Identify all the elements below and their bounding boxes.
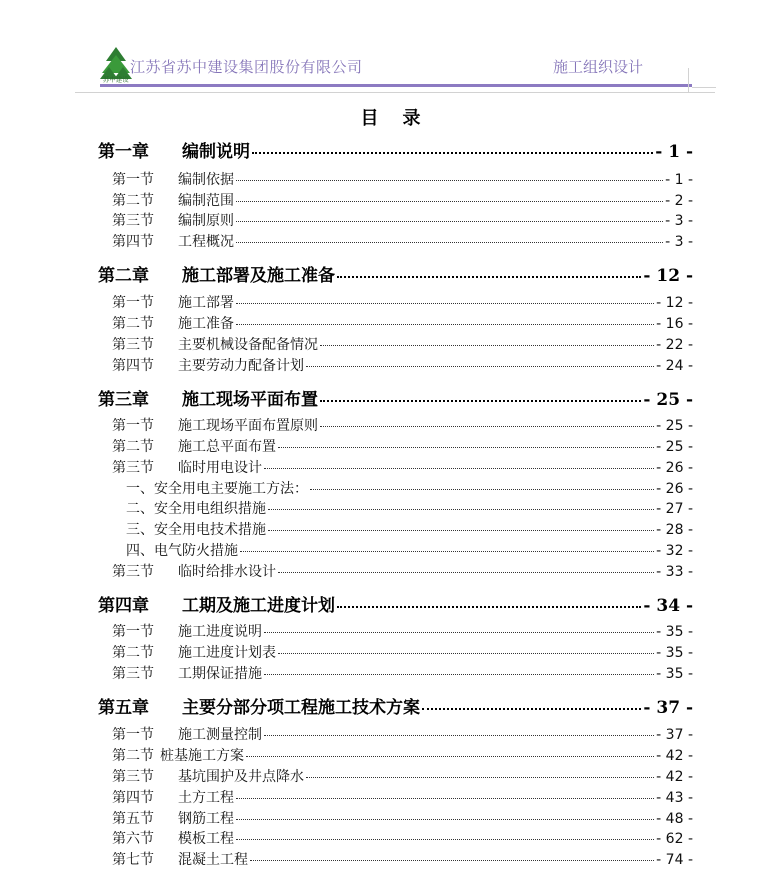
toc-section-entry[interactable] bbox=[112, 621, 693, 641]
toc-page-number: - 35 - bbox=[656, 666, 693, 682]
toc-section-entry[interactable] bbox=[112, 724, 693, 744]
toc-entry-number: 第四节 bbox=[112, 358, 154, 374]
dot-leader bbox=[236, 221, 663, 222]
toc-section-entry[interactable] bbox=[112, 766, 693, 786]
toc-entry-title: 编制说明 bbox=[182, 142, 250, 162]
toc-page-number: - 35 - bbox=[656, 624, 693, 640]
toc-entry-number: 第一节 bbox=[112, 295, 154, 311]
toc-entry-title: 编制范围 bbox=[178, 193, 234, 209]
dot-leader bbox=[306, 777, 654, 778]
toc-page-number: - 37 - bbox=[656, 727, 693, 743]
toc-entry-title: 桩基施工方案 bbox=[160, 748, 244, 764]
toc-entry-title: 基坑围护及井点降水 bbox=[178, 769, 304, 785]
toc-subsection-entry[interactable] bbox=[126, 519, 693, 539]
toc-page-number: - 3 - bbox=[665, 213, 693, 229]
toc-page-number: - 34 - bbox=[643, 596, 693, 616]
toc-entry-title: 编制依据 bbox=[178, 172, 234, 188]
toc-section-entry[interactable] bbox=[112, 457, 693, 477]
toc-entry-title: 施工准备 bbox=[178, 316, 234, 332]
dot-leader bbox=[236, 242, 663, 243]
dot-leader bbox=[337, 606, 641, 608]
toc-page-number: - 37 - bbox=[643, 698, 693, 718]
toc-section-entry[interactable] bbox=[112, 210, 693, 230]
toc-entry-number: 第六节 bbox=[112, 831, 154, 847]
dot-leader bbox=[240, 551, 654, 552]
toc-entry-title: 临时用电设计 bbox=[178, 460, 262, 476]
toc-entry-title: 钢筋工程 bbox=[178, 811, 234, 827]
toc-chapter-entry[interactable] bbox=[98, 591, 693, 616]
toc-entry-number: 第二节 bbox=[112, 193, 154, 209]
toc-entry-number: 第一节 bbox=[112, 172, 154, 188]
toc-page-number: - 74 - bbox=[656, 852, 693, 868]
toc-section-entry[interactable] bbox=[112, 787, 693, 807]
toc-chapter-entry[interactable] bbox=[98, 137, 693, 162]
toc-page-number: - 42 - bbox=[656, 748, 693, 764]
toc-page-number: - 32 - bbox=[656, 543, 693, 559]
toc-section-entry[interactable] bbox=[112, 334, 693, 354]
toc-section-entry[interactable] bbox=[112, 828, 693, 848]
toc-entry-number: 第二节 bbox=[112, 748, 154, 764]
dot-leader bbox=[252, 152, 653, 154]
dot-leader bbox=[278, 447, 654, 448]
dot-leader bbox=[320, 345, 654, 346]
toc-entry-title: 主要机械设备配备情况 bbox=[178, 337, 318, 353]
toc-section-entry[interactable] bbox=[112, 561, 693, 581]
toc-entry-title: 三、安全用电技术措施 bbox=[126, 522, 266, 538]
dot-leader bbox=[236, 819, 654, 820]
toc-page-number: - 27 - bbox=[656, 501, 693, 517]
margin-mark bbox=[688, 68, 689, 92]
dot-leader bbox=[236, 839, 654, 840]
toc-page-number: - 25 - bbox=[643, 390, 693, 410]
toc-entry-number: 第三节 bbox=[112, 213, 154, 229]
toc-entry-number: 第三节 bbox=[112, 337, 154, 353]
toc-section-entry[interactable] bbox=[112, 313, 693, 333]
toc-page-number: - 25 - bbox=[656, 418, 693, 434]
toc-chapter-entry[interactable] bbox=[98, 261, 693, 286]
toc-entry-number: 第三章 bbox=[98, 390, 149, 410]
toc-entry-title: 四、电气防火措施 bbox=[126, 543, 238, 559]
dot-leader bbox=[246, 756, 654, 757]
dot-leader bbox=[236, 180, 663, 181]
page-margin-line bbox=[75, 92, 715, 93]
toc-entry-number: 第一节 bbox=[112, 418, 154, 434]
dot-leader bbox=[236, 798, 654, 799]
toc-section-entry[interactable] bbox=[112, 415, 693, 435]
toc-page-number: - 2 - bbox=[665, 193, 693, 209]
toc-section-entry[interactable] bbox=[112, 663, 693, 683]
dot-leader bbox=[306, 366, 654, 367]
toc-page-number: - 12 - bbox=[643, 266, 693, 286]
toc-entry-title: 编制原则 bbox=[178, 213, 234, 229]
toc-section-entry[interactable] bbox=[112, 355, 693, 375]
toc-entry-number: 第二节 bbox=[112, 645, 154, 661]
toc-entry-title: 工期保证措施 bbox=[178, 666, 262, 682]
toc-entry-title: 混凝土工程 bbox=[178, 852, 248, 868]
dot-leader bbox=[236, 201, 663, 202]
toc-page-number: - 26 - bbox=[656, 481, 693, 497]
toc-title: 目录 bbox=[360, 108, 445, 129]
toc-subsection-entry[interactable] bbox=[126, 498, 693, 518]
dot-leader bbox=[278, 653, 654, 654]
company-name: 江苏省苏中建设集团股份有限公司 bbox=[130, 58, 363, 76]
toc-entry-title: 主要分部分项工程施工技术方案 bbox=[182, 698, 420, 718]
toc-entry-number: 第二节 bbox=[112, 439, 154, 455]
dot-leader bbox=[264, 632, 654, 633]
toc-page-number: - 12 - bbox=[656, 295, 693, 311]
toc-page-number: - 35 - bbox=[656, 645, 693, 661]
toc-entry-title: 二、安全用电组织措施 bbox=[126, 501, 266, 517]
toc-page-number: - 16 - bbox=[656, 316, 693, 332]
logo-text: 苏中建设 bbox=[103, 75, 129, 83]
toc-section-entry[interactable] bbox=[112, 808, 693, 828]
toc-section-entry[interactable] bbox=[112, 231, 693, 251]
margin-mark bbox=[692, 87, 716, 88]
toc-entry-number: 第三节 bbox=[112, 666, 154, 682]
toc-entry-title: 施工进度计划表 bbox=[178, 645, 276, 661]
toc-section-entry[interactable] bbox=[112, 849, 693, 869]
toc-entry-title: 施工总平面布置 bbox=[178, 439, 276, 455]
toc-entry-title: 施工现场平面布置原则 bbox=[178, 418, 318, 434]
toc-page-number: - 25 - bbox=[656, 439, 693, 455]
toc-entry-title: 模板工程 bbox=[178, 831, 234, 847]
toc-section-entry[interactable] bbox=[112, 292, 693, 312]
toc-entry-number: 第一章 bbox=[98, 142, 149, 162]
toc-page-number: - 1 - bbox=[665, 172, 693, 188]
page-header bbox=[0, 0, 781, 100]
dot-leader bbox=[268, 530, 654, 531]
toc-entry-title: 施工进度说明 bbox=[178, 624, 262, 640]
toc-entry-title: 施工测量控制 bbox=[178, 727, 262, 743]
toc-entry-number: 第二节 bbox=[112, 316, 154, 332]
toc-entry-number: 第一节 bbox=[112, 727, 154, 743]
toc-entry-title: 工期及施工进度计划 bbox=[182, 596, 335, 616]
dot-leader bbox=[264, 674, 654, 675]
toc-subsection-entry[interactable] bbox=[126, 478, 693, 498]
dot-leader bbox=[236, 303, 654, 304]
toc-entry-number: 第三节 bbox=[112, 564, 154, 580]
toc-entry-title: 施工部署 bbox=[178, 295, 234, 311]
toc-subsection-entry[interactable] bbox=[126, 540, 693, 560]
toc-chapter-entry[interactable] bbox=[98, 693, 693, 718]
toc-entry-title: 土方工程 bbox=[178, 790, 234, 806]
dot-leader bbox=[310, 489, 654, 490]
toc-page-number: - 26 - bbox=[656, 460, 693, 476]
toc-entry-number: 第五章 bbox=[98, 698, 149, 718]
toc-entry-number: 第二章 bbox=[98, 266, 149, 286]
toc-section-entry[interactable] bbox=[112, 436, 693, 456]
dot-leader bbox=[236, 324, 654, 325]
toc-entry-title: 主要劳动力配备计划 bbox=[178, 358, 304, 374]
toc-entry-number: 第一节 bbox=[112, 624, 154, 640]
toc-section-entry[interactable] bbox=[112, 745, 693, 765]
toc-page-number: - 1 - bbox=[655, 142, 693, 162]
toc-page-number: - 22 - bbox=[656, 337, 693, 353]
toc-entry-number: 第四节 bbox=[112, 790, 154, 806]
dot-leader bbox=[337, 276, 641, 278]
toc-entry-title: 工程概况 bbox=[178, 234, 234, 250]
toc-entry-number: 第七节 bbox=[112, 852, 154, 868]
dot-leader bbox=[278, 572, 654, 573]
toc-page-number: - 62 - bbox=[656, 831, 693, 847]
toc-page-number: - 28 - bbox=[656, 522, 693, 538]
toc-page-number: - 24 - bbox=[656, 358, 693, 374]
dot-leader bbox=[264, 735, 654, 736]
dot-leader bbox=[320, 426, 654, 427]
toc-entry-number: 第四章 bbox=[98, 596, 149, 616]
toc-chapter-entry[interactable] bbox=[98, 385, 693, 410]
toc-entry-title: 临时给排水设计 bbox=[178, 564, 276, 580]
toc-section-entry[interactable] bbox=[112, 169, 693, 189]
toc-entry-number: 第三节 bbox=[112, 769, 154, 785]
dot-leader bbox=[264, 468, 654, 469]
toc-section-entry[interactable] bbox=[112, 190, 693, 210]
toc-page-number: - 42 - bbox=[656, 769, 693, 785]
header-rule bbox=[100, 84, 692, 87]
toc-page-number: - 43 - bbox=[656, 790, 693, 806]
toc-page-number: - 3 - bbox=[665, 234, 693, 250]
toc-entry-title: 一、安全用电主要施工方法： bbox=[126, 481, 308, 497]
dot-leader bbox=[422, 708, 641, 710]
toc-section-entry[interactable] bbox=[112, 642, 693, 662]
toc-entry-number: 第五节 bbox=[112, 811, 154, 827]
toc-entry-title: 施工现场平面布置 bbox=[182, 390, 318, 410]
toc-entry-number: 第四节 bbox=[112, 234, 154, 250]
document-title: 施工组织设计 bbox=[553, 58, 644, 76]
dot-leader bbox=[320, 400, 641, 402]
toc-page-number: - 33 - bbox=[656, 564, 693, 580]
toc-entry-number: 第三节 bbox=[112, 460, 154, 476]
dot-leader bbox=[268, 509, 654, 510]
toc-entry-title: 施工部署及施工准备 bbox=[182, 266, 335, 286]
toc-page-number: - 48 - bbox=[656, 811, 693, 827]
